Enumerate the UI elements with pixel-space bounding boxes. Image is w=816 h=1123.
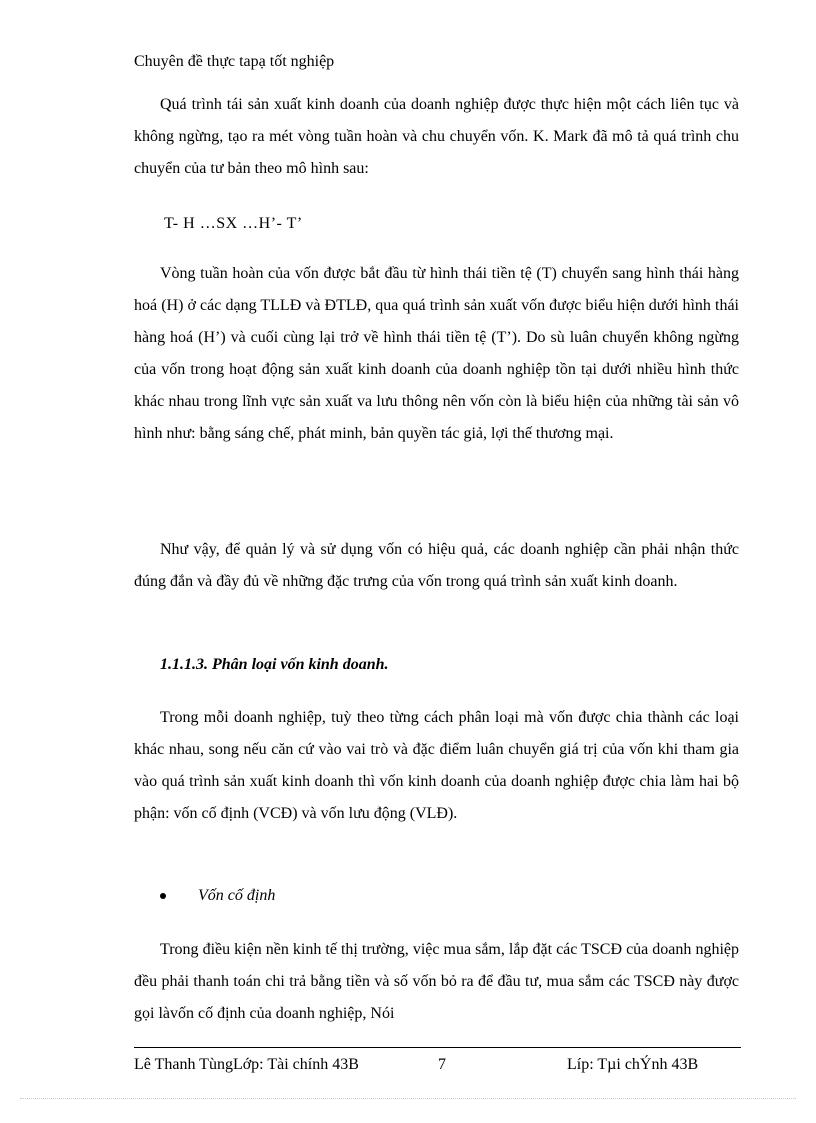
paragraph-fixed-capital — [134, 934, 739, 1030]
paragraph-text: Quá trình tái sản xuất kinh doanh của doanh nghiệp được thực hiện một cách liên tục và không ngừng, tạo ra mét vòng tuần hoàn và chu chuyển vốn. K. Mark đã mô tả quá trình chu chuyển của tư bản theo mô hình sau: — [134, 96, 739, 177]
bullet-icon — [160, 893, 166, 899]
running-header: Chuyên đề thực tapạ tốt nghiệp — [134, 53, 335, 70]
paragraph-text: Vòng tuần hoàn của vốn được bắt đầu từ hình thái tiền tệ (T) chuyển sang hình thái hàng hoá (H) ở các dạng TLLĐ và ĐTLĐ, qua quá trình sản xuất vốn được biểu hiện dưới hình thái hàng hoá (H’) và cuối cùng lại trở về hình thái tiền tệ (T’). Do sù luân chuyển không ngừng của vốn trong hoạt động sản xuất kinh doanh của doanh nghiệp tồn tại dưới nhiều hình thức khác nhau trong lĩnh vực sản xuất va lưu thông nên vốn còn là biểu hiện của những tài sản vô hình như: bằng sáng chế, phát minh, bản quyền tác giả, lợi thế thương mại. — [134, 265, 739, 442]
footer-divider — [134, 1047, 741, 1048]
paragraph-text: Trong mỗi doanh nghiệp, tuỳ theo từng cách phân loại mà vốn được chia thành các loại khác nhau, song nếu căn cứ vào vai trò và đặc điểm luân chuyển giá trị của vốn khi tham gia vào quá trình sản xuất kinh doanh thì vốn kinh doanh của doanh nghiệp được chia làm hai bộ phận: vốn cố định (VCĐ) và vốn lưu động (VLĐ). — [134, 709, 739, 822]
page-edge-divider — [20, 1098, 796, 1099]
paragraph-text: Trong điều kiện nền kinh tế thị trường, việc mua sắm, lắp đặt các TSCĐ của doanh nghiệp đều phải thanh toán chi trả bằng tiền và số vốn bỏ ra để đầu tư, mua sắm các TSCĐ này được gọi làvốn cố định của doanh nghiệp, Nói — [134, 941, 739, 1022]
paragraph-text: Như vậy, để quản lý và sử dụng vốn có hiệu quả, các doanh nghiệp cần phải nhận thức đúng đắn và đầy đủ về những đặc trưng của vốn trong quá trình sản xuất kinh doanh. — [134, 541, 739, 590]
paragraph-capital-management — [134, 534, 739, 598]
section-heading: 1.1.1.3. Phân loại vốn kinh doanh. — [160, 656, 389, 673]
paragraph-capital-circulation — [134, 258, 739, 450]
paragraph-capital-cycle — [134, 89, 739, 185]
paragraph-capital-classification — [134, 702, 739, 830]
bullet-label: Vốn cố định — [198, 887, 276, 904]
footer-page-number: 7 — [438, 1056, 446, 1073]
bullet-item — [160, 884, 275, 908]
marx-formula: T- H …SX …H’- T’ — [164, 215, 303, 232]
footer-author: Lê Thanh TùngLớp: Tài chính 43B — [134, 1056, 359, 1073]
footer-class: Líp: Tµi chÝnh 43B — [567, 1056, 699, 1073]
